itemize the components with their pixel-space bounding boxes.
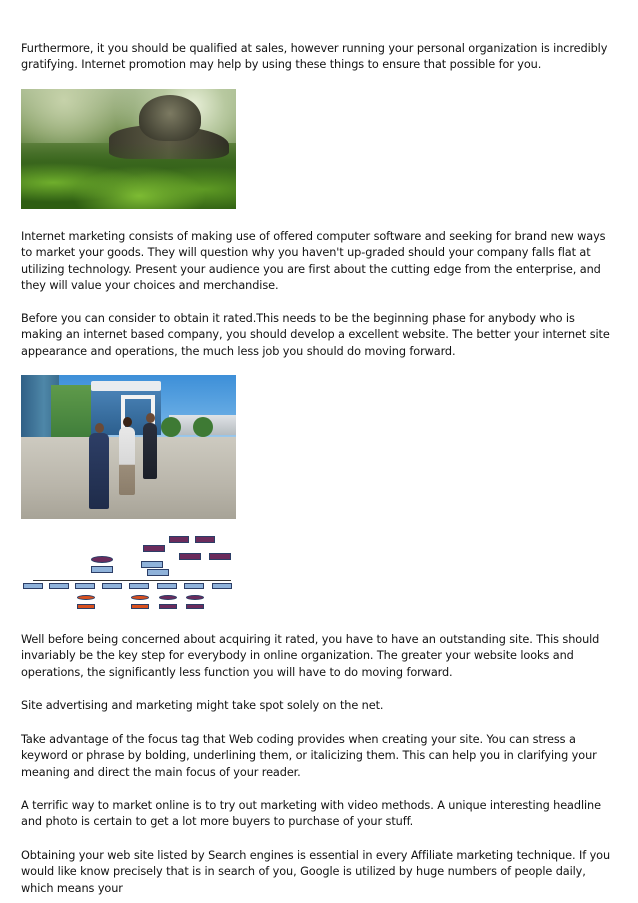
soldier-in-grass-photo [21,89,236,209]
paragraph-5: Site advertising and marketing might take spot solely on the net. [21,699,384,712]
business-people-walking-photo [21,375,236,519]
org-chart-diagram [21,536,237,612]
paragraph-2: Internet marketing consists of making use of offered computer software and seeking for brand new ways to market your goods. They will question why you haven't up-graded should your company falls flat at utilizing technology. Present your audience you are first about the cutting edge from the enterprise, and they will value your choices and merchandise. [21,230,606,293]
paragraph-8: Obtaining your web site listed by Search engines is essential in every Affiliate marketing technique. If you would like know precisely that is in search of you, Google is utilized by huge numbers of people daily, which means your [21,849,611,895]
paragraph-6: Take advantage of the focus tag that Web coding provides when creating your site. You can stress a keyword or phrase by bolding, underlining them, or italicizing them. This can help you in clarifying your meaning and direct the main focus of your reader. [21,733,597,779]
paragraph-3: Before you can consider to obtain it rated.This needs to be the beginning phase for anybody who is making an internet based company, you should develop a excellent website. The better your internet site appearance and operations, the much less job you should do moving forward. [21,312,610,358]
paragraph-4: Well before being concerned about acquiring it rated, you have to have an outstanding site. This should invariably be the key step for everybody in online organization. The greater your website looks and operations, the significantly less function you will have to do moving forward. [21,633,600,679]
paragraph-1: Furthermore, it you should be qualified at sales, however running your personal organization is incredibly gratifying. Internet promotion may help by using these things to ensure that possible for you. [21,42,608,72]
paragraph-7: A terrific way to market online is to try out marketing with video methods. A unique interesting headline and photo is certain to get a lot more buyers to purchase of your stuff. [21,799,601,829]
